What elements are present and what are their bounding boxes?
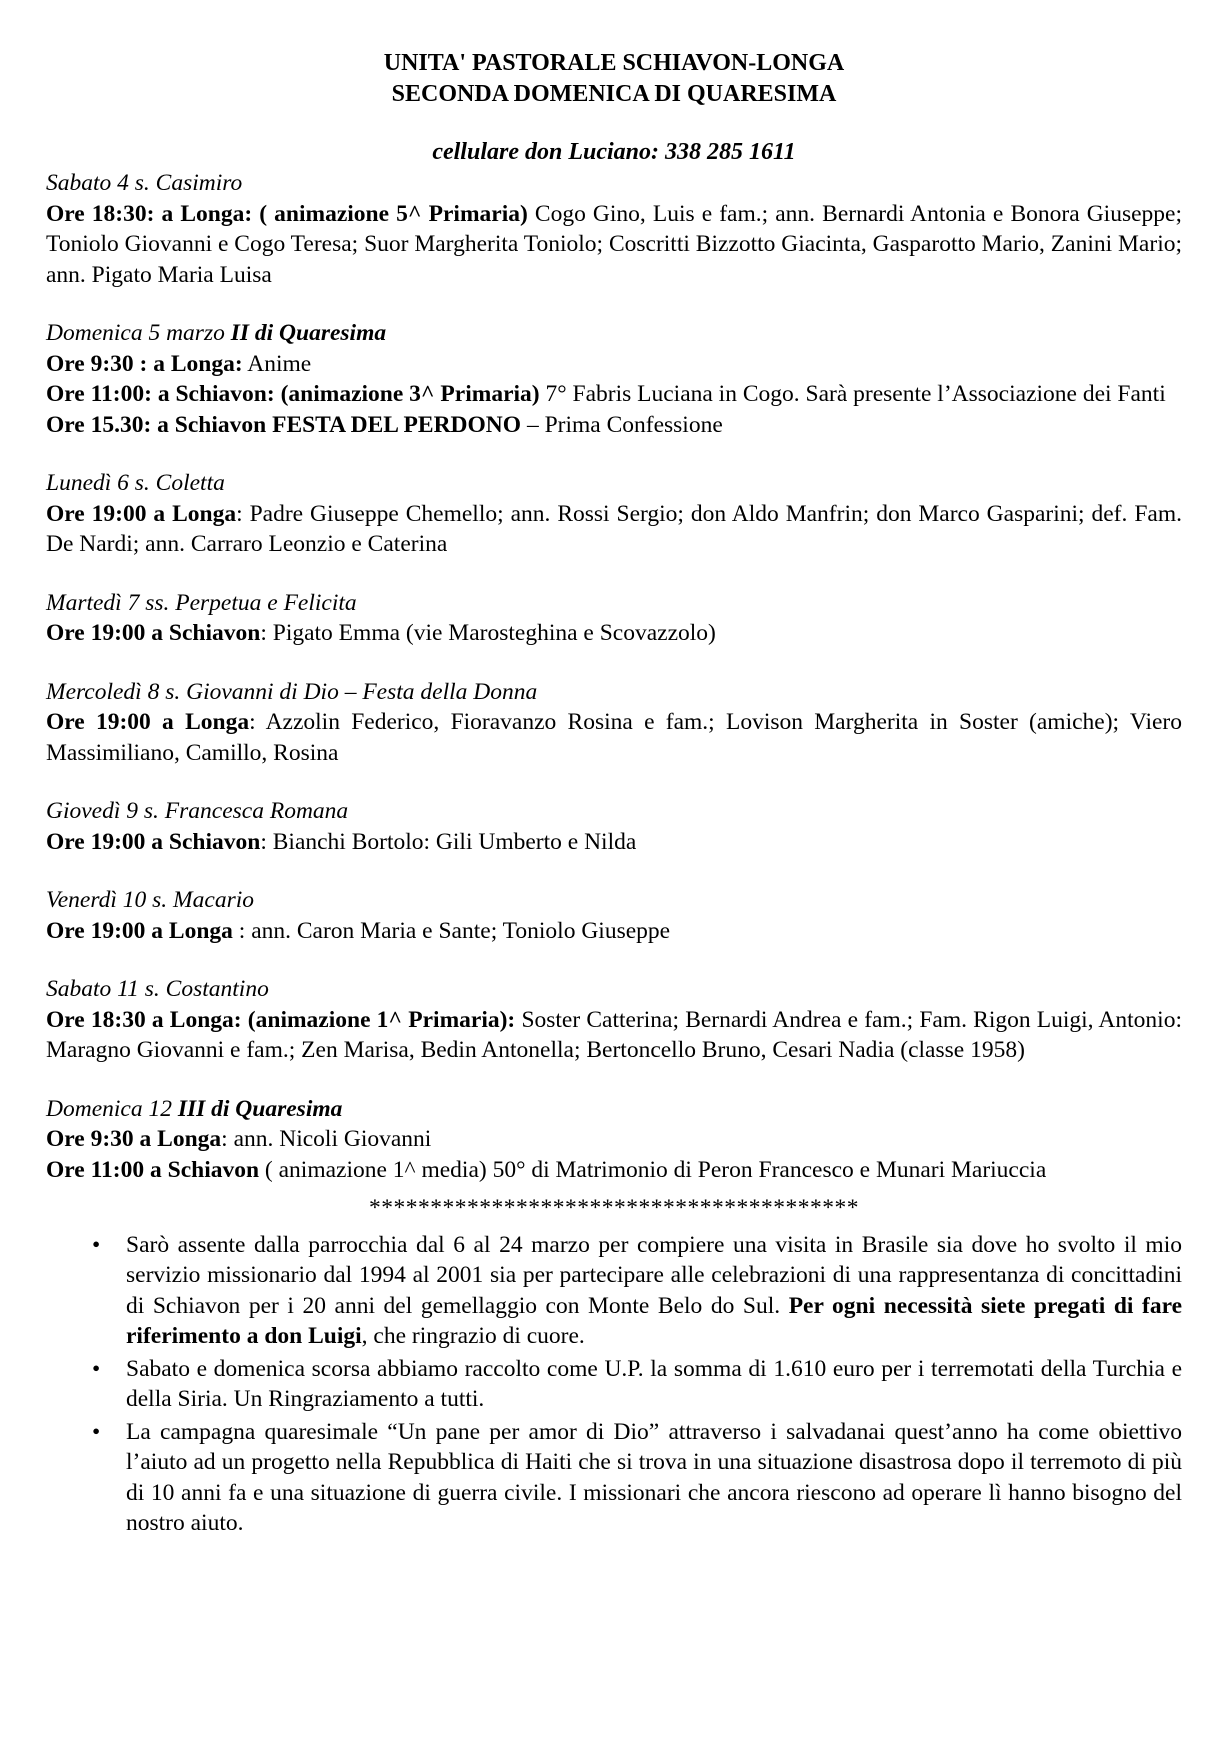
mass-intentions: : ann. Nicoli Giovanni xyxy=(221,1126,432,1152)
mass-schedule xyxy=(46,168,1182,1185)
day-header xyxy=(46,677,1182,708)
day-header xyxy=(46,796,1182,827)
phone-line: cellulare don Luciano: 338 285 1611 xyxy=(432,139,796,165)
day-header xyxy=(46,974,1182,1005)
day-name: Giovedì 9 s. Francesca Romana xyxy=(46,798,349,824)
title-line-2: SECONDA DOMENICA DI QUARESIMA xyxy=(391,81,837,107)
day-header xyxy=(46,168,1182,199)
mass-time-place: Ore 18:30: a Longa: ( animazione 5^ Primaria) xyxy=(46,200,528,227)
mass-time-place: Ore 19:00 a Schiavon xyxy=(46,620,261,646)
bullet-icon: • xyxy=(92,1355,101,1382)
separator: **************************************** xyxy=(369,1195,859,1221)
title-line-1: UNITA' PASTORALE SCHIAVON-LONGA xyxy=(383,50,845,76)
mass-intentions: ( animazione 1^ media) 50° di Matrimonio di Peron Francesco e Munari Mariuccia xyxy=(259,1156,1047,1183)
day-header xyxy=(46,318,1182,349)
mass-entry xyxy=(46,707,1182,768)
mass-time-place: Ore 15.30: a Schiavon FESTA DEL PERDONO xyxy=(46,411,522,438)
day-block xyxy=(46,885,1182,946)
mass-intentions: – Prima Confessione xyxy=(521,411,723,438)
liturgical-title: III di Quaresima xyxy=(177,1095,343,1122)
mass-intentions: Anime xyxy=(242,350,312,377)
mass-entry xyxy=(46,410,1182,441)
mass-time-place: Ore 11:00: a Schiavon: (animazione 3^ Primaria) xyxy=(46,381,540,407)
notice-item xyxy=(46,1354,1182,1415)
mass-entry xyxy=(46,1124,1182,1155)
day-name: Domenica 5 marzo xyxy=(46,320,231,346)
day-name: Sabato 4 s. Casimiro xyxy=(46,170,243,196)
day-header xyxy=(46,1094,1182,1125)
mass-time-place: Ore 19:00 a Longa xyxy=(46,709,250,735)
mass-time-place: Ore 19:00 a Longa xyxy=(46,500,237,527)
notices-list xyxy=(46,1230,1182,1539)
notice-emphasis: Per ogni necessità siete pregati di fare riferimento a don Luigi xyxy=(126,1292,1183,1349)
mass-entry xyxy=(46,199,1182,291)
notice-text: Sabato e domenica scorsa abbiamo raccolto come U.P. la somma di 1.610 euro per i terremotati della Turchia e della Siria. Un Ringraziamento a tutti. xyxy=(126,1355,1182,1412)
liturgical-title: II di Quaresima xyxy=(230,320,387,346)
mass-intentions: : Padre Giuseppe Chemello; ann. Rossi Sergio; don Aldo Manfrin; don Marco Gasparini; def. Fam. De Nardi; ann. Carraro Leonzio e Caterina xyxy=(46,500,1182,557)
mass-intentions: : ann. Caron Maria e Sante; Toniolo Giuseppe xyxy=(232,917,671,944)
bullet-icon: • xyxy=(92,1418,101,1445)
notice-item xyxy=(46,1417,1182,1539)
bulletin-content xyxy=(46,48,1182,1541)
day-block xyxy=(46,318,1182,440)
mass-entry xyxy=(46,349,1182,380)
day-header xyxy=(46,588,1182,619)
day-block xyxy=(46,468,1182,560)
day-block xyxy=(46,796,1182,857)
day-block xyxy=(46,1094,1182,1186)
day-name: Lunedì 6 s. Coletta xyxy=(46,470,225,496)
mass-entry xyxy=(46,916,1182,947)
mass-time-place: Ore 11:00 a Schiavon xyxy=(46,1156,260,1183)
mass-intentions: Soster Catterina; Bernardi Andrea e fam.; Fam. Rigon Luigi, Antonio: Maragno Giovanni e fam.; Zen Marisa, Bedin Antonella; Bertoncello Bruno, Cesari Nadia (classe 1958) xyxy=(46,1006,1182,1063)
mass-intentions: : Azzolin Federico, Fioravanzo Rosina e fam.; Lovison Margherita in Soster (amiche); Viero Massimiliano, Camillo, Rosina xyxy=(46,709,1182,766)
mass-time-place: Ore 9:30 a Longa xyxy=(46,1126,222,1152)
notice-text: La campagna quaresimale “Un pane per amor di Dio” attraverso i salvadanai quest’anno ha come obiettivo l’aiuto ad un progetto nella Repubblica di Haiti che si trova in una situazione disastrosa dopo il terremoto di più di 10 anni fa e una situazione di guerra civile. I missionari che ancora riescono ad operare lì hanno bisogno del nostro aiuto. xyxy=(126,1418,1182,1536)
mass-time-place: Ore 9:30 : a Longa: xyxy=(46,350,243,377)
notice-text: Sarò assente dalla parrocchia dal 6 al 24 marzo per compiere una visita in Brasile sia dove ho svolto il mio servizio missionario dal 1994 al 2001 sia per partecipare alle celebrazioni di una rappresentanza di concittadini di Schiavon per i 20 anni del gemellaggio con Monte Belo do Sul. xyxy=(126,1231,1182,1319)
day-name: Martedì 7 ss. Perpetua e Felicita xyxy=(46,589,357,616)
mass-intentions: : Pigato Emma (vie Marosteghina e Scovazzolo) xyxy=(260,620,716,646)
notice-item xyxy=(46,1230,1182,1352)
day-block xyxy=(46,588,1182,649)
bullet-icon: • xyxy=(92,1231,101,1258)
notice-tail: , che ringrazio di cuore. xyxy=(361,1323,585,1349)
mass-entry xyxy=(46,618,1182,649)
day-block xyxy=(46,974,1182,1066)
day-header xyxy=(46,885,1182,916)
day-block xyxy=(46,677,1182,769)
mass-time-place: Ore 18:30 a Longa: (animazione 1^ Primaria): xyxy=(46,1006,516,1033)
mass-intentions: 7° Fabris Luciana in Cogo. Sarà presente l’Associazione dei Fanti xyxy=(539,381,1166,407)
mass-time-place: Ore 19:00 a Longa xyxy=(46,917,233,944)
mass-entry xyxy=(46,1155,1182,1186)
mass-entry xyxy=(46,379,1182,410)
mass-intentions: Cogo Gino, Luis e fam.; ann. Bernardi Antonia e Bonora Giuseppe; Toniolo Giovanni e Cogo Teresa; Suor Margherita Toniolo; Coscritti Bizzotto Giacinta, Gasparotto Mario, Zanini Mario; ann. Pigato Maria Luisa xyxy=(46,200,1182,288)
day-header xyxy=(46,468,1182,499)
mass-time-place: Ore 19:00 a Schiavon xyxy=(46,828,261,855)
mass-entry xyxy=(46,1005,1182,1066)
day-block xyxy=(46,168,1182,290)
day-name: Mercoledì 8 s. Giovanni di Dio – Festa della Donna xyxy=(46,678,538,705)
day-name: Sabato 11 s. Costantino xyxy=(46,976,269,1002)
day-name: Venerdì 10 s. Macario xyxy=(46,887,254,913)
mass-entry xyxy=(46,827,1182,858)
mass-entry xyxy=(46,499,1182,560)
mass-intentions: : Bianchi Bortolo: Gili Umberto e Nilda xyxy=(260,828,637,855)
day-name: Domenica 12 xyxy=(46,1095,178,1122)
